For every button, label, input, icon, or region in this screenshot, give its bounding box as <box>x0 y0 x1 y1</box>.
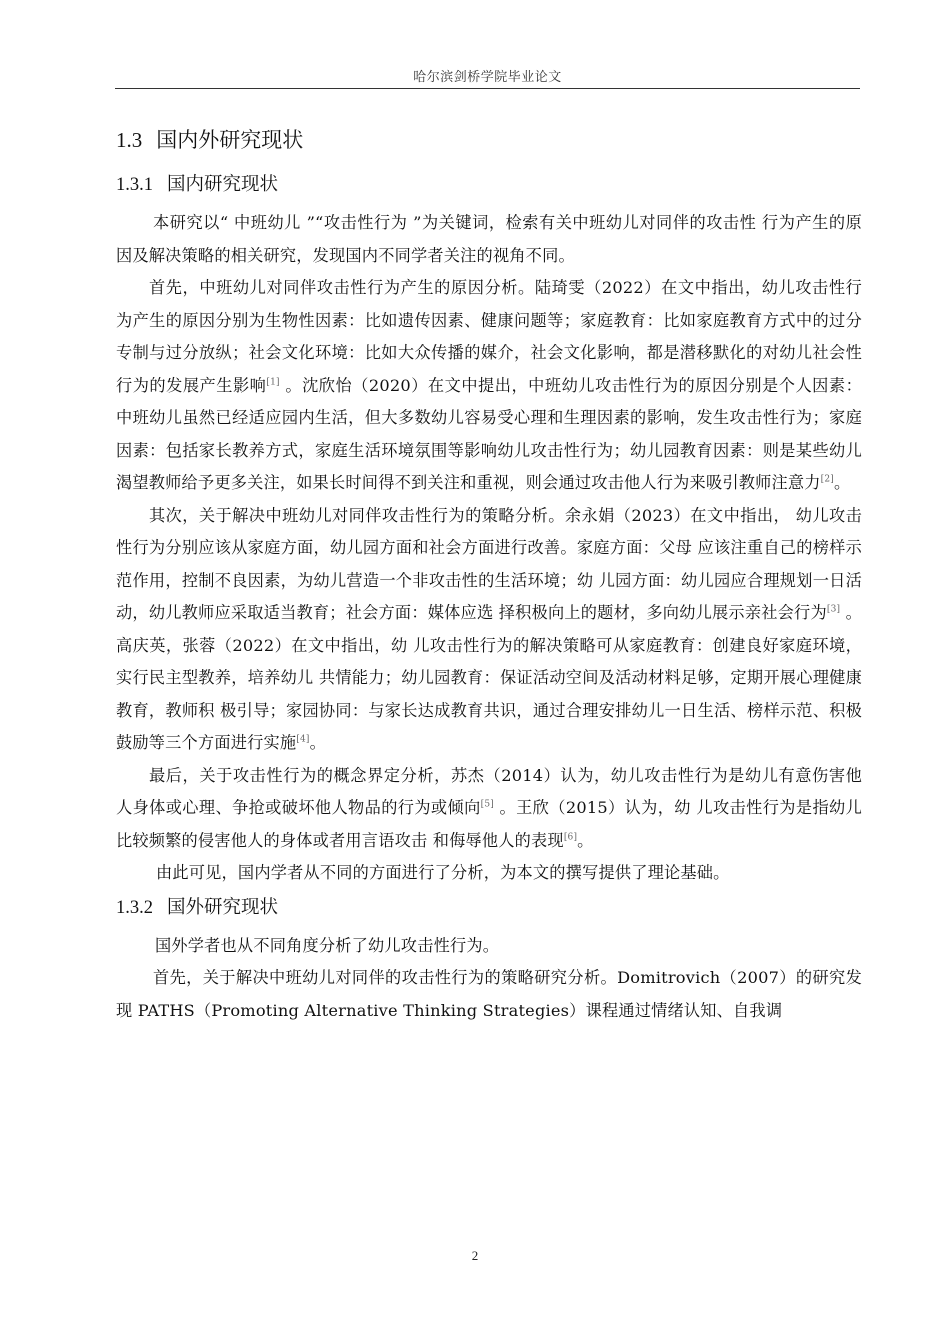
page-header: 哈尔滨剑桥学院毕业论文 <box>413 70 562 85</box>
subsection-heading-1-3-1 <box>116 170 862 200</box>
text-segment: 其次，关于解决中班幼儿对同伴攻击性行为的策略分析。余永娟（2023）在文中指出， 幼儿攻击性行为分别应该从家庭方面，幼儿园方面和社会方面进行改善。家庭方面：父母 应该注重自己的榜样示范作用，控制不良因素，为幼儿营造一个非攻击性的生活环境；幼 儿园方面：幼儿园应合理规划一日活动，幼儿教师应采取适当教育；社会方面：媒体应选 择积极向上的题材，多向幼儿展示亲社会行为 <box>116 505 862 622</box>
page-number: 2 <box>471 1248 479 1263</box>
section-title: 国内外研究现状 <box>156 128 304 152</box>
text-segment: 。王欣（2015）认为，幼 儿攻击性行为是指幼儿比较频繁的侵害他人的身体或者用言语攻击 和侮辱他人的表现 <box>116 798 862 850</box>
header-rule <box>115 88 860 89</box>
text-segment: 最后，关于攻击性行为的概念界定分析，苏杰（2014）认为，幼儿攻击性行为是幼儿有意伤害他人身体或心理、争抢或破坏他人物品的行为或倾向 <box>116 765 862 817</box>
text-segment: 。 <box>309 733 327 752</box>
paragraph-domestic-summary: 由此可见，国内学者从不同的方面进行了分析，为本文的撰写提供了理论基础。 <box>156 863 730 882</box>
citation-ref: [1] <box>266 377 280 388</box>
paragraph-domestic-strategies <box>116 500 862 760</box>
paragraph-domestic-definitions <box>116 760 862 858</box>
paragraph-foreign-strategies: 首先，关于解决中班幼儿对同伴的攻击性行为的策略研究分析。Domitrovich（2007）的研究发现 PATHS（Promoting Alternative Thinking Strategies）课程通过情绪认知、自我调 <box>116 968 862 1020</box>
section-heading-1-3 <box>116 124 862 156</box>
subsection-heading-1-3-2 <box>116 893 862 923</box>
paragraph-foreign-intro: 国外学者也从不同角度分析了幼儿攻击性行为。 <box>155 935 500 955</box>
text-segment: 。 <box>577 830 594 850</box>
section-number: 1.3 <box>116 128 143 152</box>
text-segment: 。高庆英，张蓉（2022）在文中指出，幼 儿攻击性行为的解决策略可从家庭教育：创建良好家庭环境，实行民主型教养，培养幼儿 共情能力；幼儿园教育：保证活动空间及活动材料足够，定期开展心理健康教育，教师积 极引导；家园协同：与家长达成教育共识，通过合理安排幼儿一日生活、榜样示范、积极 鼓励等三个方面进行实施 <box>116 603 863 752</box>
page-content <box>116 124 862 1027</box>
paragraph-domestic-intro: 本研究以“ 中班幼儿 ”“攻击性行为 ”为关键词，检索有关中班幼儿对同伴的攻击性 行为产生的原因及解决策略的相关研究，发现国内不同学者关注的视角不同。 <box>116 213 862 265</box>
text-segment: 首先，中班幼儿对同伴攻击性行为产生的原因分析。陆琦雯（2022）在文中指出，幼儿攻击性行为产生的原因分别为生物性因素：比如遗传因素、健康问题等；家庭教育：比如家庭教育方式中的过分专制与过分放纵；社会文化环境：比如大众传播的媒介，社会文化影响，都是潜移默化的对幼儿社会性行为的发展产生影响 <box>116 278 862 395</box>
citation-ref: [5] <box>480 799 494 810</box>
citation-ref: [2] <box>820 474 835 485</box>
text-segment: 。 <box>834 473 851 492</box>
subsection-title: 国外研究现状 <box>167 896 279 918</box>
citation-ref: [4] <box>296 734 310 745</box>
paragraph-domestic-causes <box>116 272 862 500</box>
text-segment: 。沈欣怡（2020）在文中提出，中班幼儿攻击性行为的原因分别是个人因素：中班幼儿虽然已经适应园内生活，但大多数幼儿容易受心理和生理因素的影响，发生攻击性行为；家庭因素：包括家长教养方式，家庭生活环境氛围等影响幼儿攻击性行为；幼儿园教育因素：则是某些幼儿渴望教师给予更多关注，如果长时间得不到关注和重视，则会通过攻击他人行为来吸引教师注意力 <box>116 375 862 492</box>
subsection-number: 1.3.2 <box>116 897 153 918</box>
citation-ref: [6] <box>563 832 578 843</box>
subsection-title: 国内研究现状 <box>167 174 279 195</box>
subsection-number: 1.3.1 <box>116 175 153 195</box>
citation-ref: [3] <box>826 604 841 615</box>
